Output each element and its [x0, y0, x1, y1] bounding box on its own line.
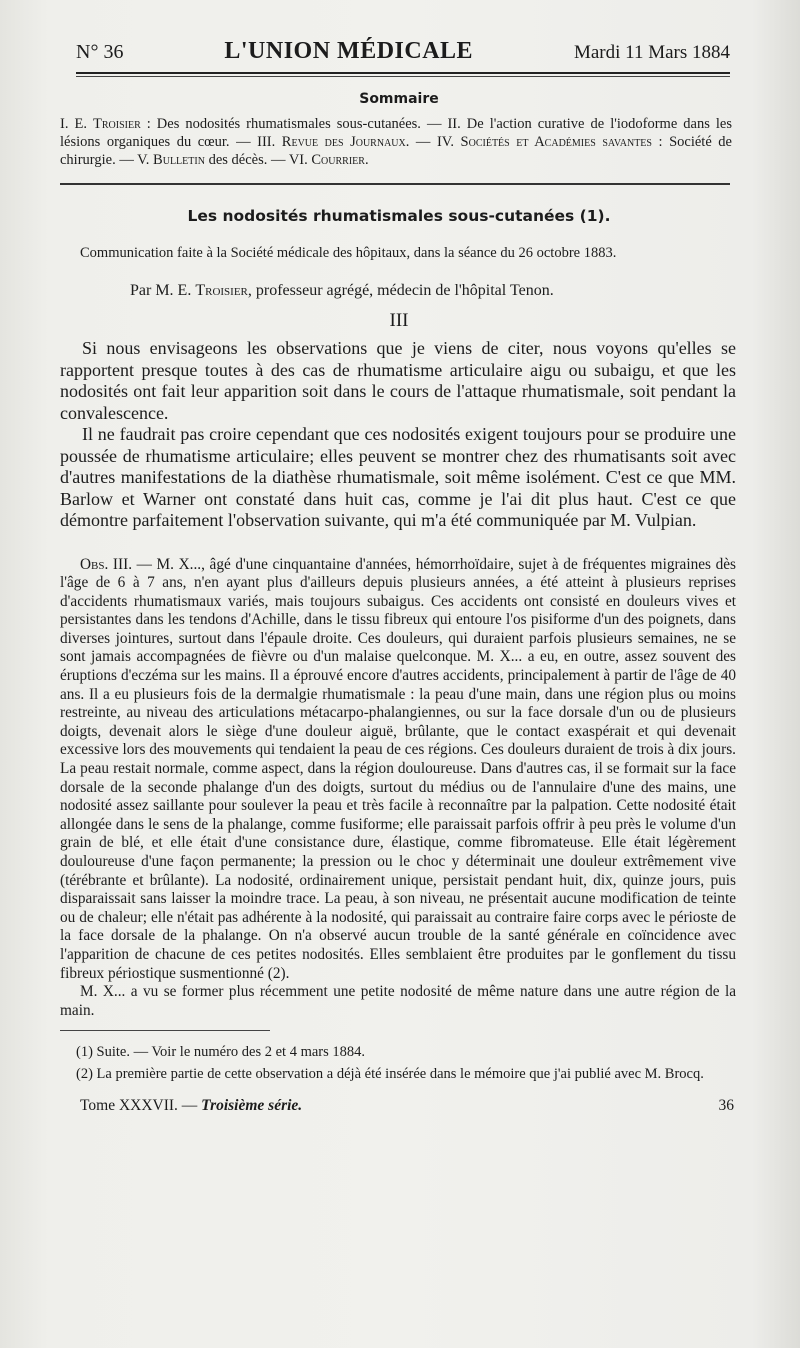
sommaire-part: : Société de chirurgie. — V. [60, 134, 732, 168]
communication-line: Communication faite à la Société médicale des hôpitaux, dans la séance du 26 octobre 1883. [80, 245, 617, 261]
sommaire-heading: Sommaire [359, 91, 439, 107]
sommaire-text [60, 115, 732, 169]
journal-title: L'UNION MÉDICALE [224, 38, 474, 64]
header-rule [76, 72, 730, 74]
sommaire-part: I. E. [60, 116, 93, 132]
section-number: III [389, 310, 409, 331]
sommaire-part: : Des nodosités rhumatismales sous-cutanées. — II. De l'action curative de l'iodoforme dans les lésions organiques du cœur. — III. [60, 116, 732, 150]
sommaire-section: Revue des Journaux [281, 134, 406, 150]
sommaire-part: . [364, 152, 369, 168]
footnote-rule [60, 1030, 270, 1031]
sommaire-part: . — IV. [405, 134, 461, 150]
article-body [60, 338, 736, 532]
footnote: (2) La première partie de cette observation a déjà été insérée dans le mémoire que j'ai publié avec M. Brocq. [76, 1066, 704, 1083]
sommaire-section: Courrier [311, 152, 365, 168]
observation-paragraph: M. X... a vu se former plus récemment une petite nodosité de même nature dans une autre région de la main. [60, 983, 736, 1019]
sommaire-part: des décès. — VI. [204, 152, 312, 168]
sommaire-author: Troisier [92, 116, 141, 132]
paragraph: Si nous envisageons les observations que je viens de citer, nous voyons qu'elles se rapportent presque toutes à des cas de rhumatisme articulaire aigu ou subaigu, et que les nodosités ont fait leur apparition soit dans le cours de l'attaque rhumatismale, soit pendant la convalescence. [60, 338, 736, 423]
footnotes [60, 1043, 736, 1083]
issue-date: Mardi 11 Mars 1884 [573, 42, 730, 63]
article-byline [130, 282, 738, 300]
article-title: Les nodosités rhumatismales sous-cutanées (1). [187, 207, 611, 225]
observation-block [60, 556, 736, 1021]
byline-part: Par M. E. [130, 282, 196, 299]
byline-author: Troisier [195, 282, 248, 299]
footer-series: Troisième série. [201, 1097, 303, 1115]
sommaire-section: Sociétés et Académies savantes [460, 134, 652, 150]
page-footer [80, 1097, 734, 1115]
section-rule [60, 183, 730, 185]
footnote: (1) Suite. — Voir le numéro des 2 et 4 mars 1884. [76, 1044, 366, 1061]
page-header [60, 38, 738, 68]
sommaire-section: Bulletin [153, 152, 205, 168]
observation-paragraph [60, 556, 736, 984]
footer-volume [80, 1097, 302, 1115]
byline-part: , professeur agrégé, médecin de l'hôpital Tenon. [247, 282, 554, 299]
observation-text: — M. X..., âgé d'une cinquantaine d'années, hémorrhoïdaire, sujet à de fréquentes migraines dès l'âge de 6 à 7 ans, n'en ayant plus d'ailleurs depuis plusieurs années, a été atteint à plusieurs reprises d'accidents rhumatismaux variés, mais toujours subaigus. Ces accidents ont consisté en douleurs vives et persistantes dans les tendons d'Achille, dans le tissu fibreux qui entoure l'os pisiforme d'un des poignets, dans diverses jointures, surtout dans l'épaule droite. Ces douleurs, qui duraient parfois plusieurs semaines, ne se sont jamais accompagnées de fièvre ou d'un malaise quelconque. M. X... a eu, en outre, assez souvent des éruptions d'eczéma sur les mains. Il a éprouvé encore d'autres accidents, principalement à partir de l'âge de 40 ans. Il a eu plusieurs fois de la dermalgie rhumatismale : la peau d'une main, dans une région plus ou moins restreinte, au niveau des articulations métacarpo-phalangiennes, ou sur la face dorsale d'un ou de plusieurs doigts, devenait alors le siège d'une douleur aiguë, brûlante, que le contact exaspérait et qui devenait excessive lors des mouvements qui tendaient la peau de ces régions. Ces douleurs duraient de trois à dix jours. La peau restait normale, comme aspect, dans la région douloureuse. Dans d'autres cas, il se formait sur la face dorsale de la seconde phalange d'un des doigts, surtout du médius ou de l'annulaire d'une des mains, une nodosité assez saillante pour soulever la peau et très facile à reconnaître par la palpation. Cette nodosité était allongée dans le sens de la phalange, comme fusiforme; elle paraissait parfois offrir à peu près le volume d'un grain de blé, et elle était d'une consistance dure, élastique, comme fibromateuse. Elle était légèrement douloureuse d'une façon permanente; la pression ou le choc y déterminait une douleur extrêmement vive (térébrante et brûlante). La nodosité, ordinairement unique, persistait pendant huit, dix, quinze jours, puis disparaissait sans laisser la moindre trace. La peau, à son niveau, ne présentait aucune modification de teinte ou de chaleur; elle n'était pas adhérente à la nodosité, qui paraissait au contraire faire corps avec le périoste de la face dorsale de la phalange. On n'a observé aucun trouble de la santé générale en coïncidence avec l'apparition de chacune de ces petites nodosités. Elles semblaient être produites par le gonflement du tissu fibreux périostique susmentionné (2). [60, 555, 736, 982]
paragraph: Il ne faudrait pas croire cependant que ces nodosités exigent toujours pour se produire une poussée de rhumatisme articulaire; elles peuvent se montrer chez des rhumatisants soit avec d'autres manifestations de la diathèse rhumatismale, soit même isolément. C'est ce que MM. Barlow et Warner ont constaté dans huit cas, comme je l'ai dit plus haut. C'est ce que démontre parfaitement l'observation suivante, qui m'a été communiquée par M. Vulpian. [60, 424, 736, 530]
page-number: 36 [718, 1097, 734, 1115]
observation-label: Obs. III. [80, 555, 133, 573]
issue-number: N° 36 [76, 41, 124, 63]
header-rule-thin [76, 76, 730, 77]
footer-tome: Tome XXXVII. — [80, 1097, 202, 1115]
